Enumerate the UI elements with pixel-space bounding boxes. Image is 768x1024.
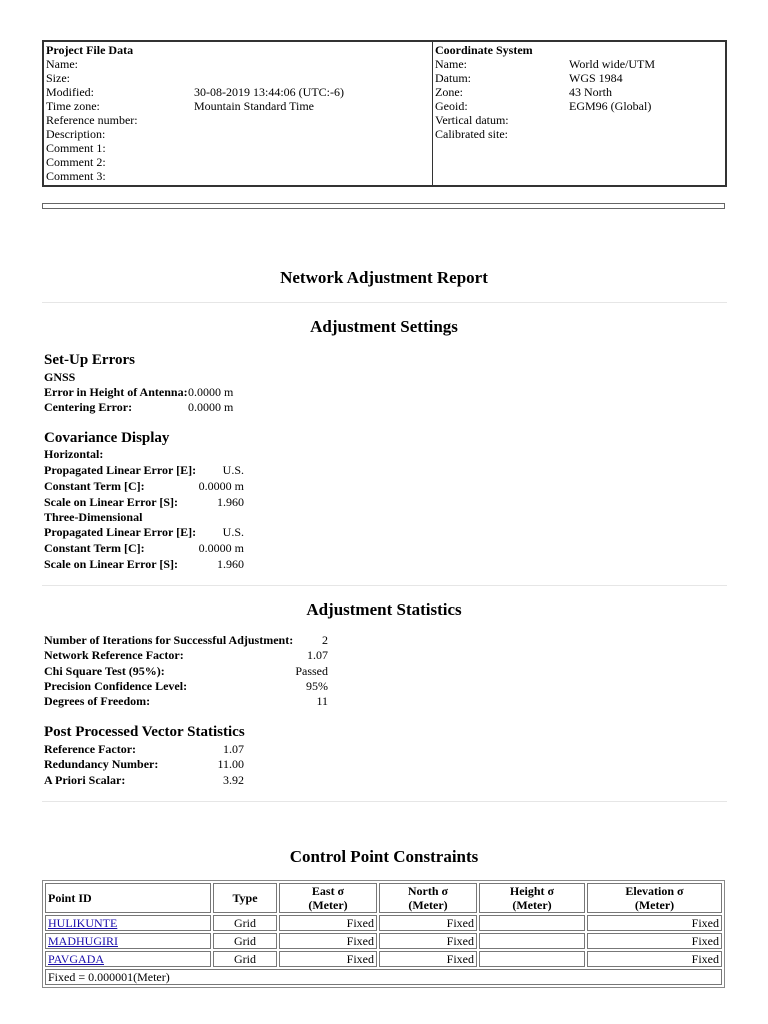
project-modified-value: 30-08-2019 13:44:06 (UTC:-6) xyxy=(194,85,344,99)
table-footnote-row xyxy=(45,969,722,985)
horizontal-label: Horizontal: xyxy=(44,447,104,461)
point-id-cell xyxy=(45,933,211,949)
gnss-subheading: GNSS xyxy=(44,370,76,384)
h-constant-value: 0.0000 m xyxy=(198,479,244,493)
coord-geoid-value: EGM96 (Global) xyxy=(569,99,652,113)
coord-zone-value: 43 North xyxy=(569,85,612,99)
divider xyxy=(42,585,727,586)
table-row xyxy=(45,951,722,967)
project-description-label: Description: xyxy=(46,127,106,141)
vs-redundancy-value: 11.00 xyxy=(217,757,244,771)
divider xyxy=(42,801,727,802)
3d-propagated-label: Propagated Linear Error [E]: xyxy=(44,525,197,539)
type-cell: Grid xyxy=(213,933,277,949)
vector-stats-heading: Post Processed Vector Statistics xyxy=(44,724,245,740)
height-antenna-label: Error in Height of Antenna: xyxy=(44,385,188,399)
vs-redundancy-label: Redundancy Number: xyxy=(44,757,159,771)
type-cell: Grid xyxy=(213,951,277,967)
height-antenna-value: 0.0000 m xyxy=(188,385,234,399)
col-type: Type xyxy=(213,883,277,913)
table-row xyxy=(45,915,722,931)
coord-datum-label: Datum: xyxy=(435,71,471,85)
project-name-label: Name: xyxy=(46,57,78,71)
degrees-freedom-value: 11 xyxy=(316,694,328,708)
north-cell: Fixed xyxy=(379,951,477,967)
col-point-id: Point ID xyxy=(45,883,211,913)
coordinate-system-panel xyxy=(433,42,725,185)
3d-scale-label: Scale on Linear Error [S]: xyxy=(44,557,178,571)
coord-calibrated-site-label: Calibrated site: xyxy=(435,127,508,141)
coord-zone-label: Zone: xyxy=(435,85,463,99)
adjustment-statistics-title: Adjustment Statistics xyxy=(306,600,462,619)
confidence-level-value: 95% xyxy=(306,679,328,693)
setup-errors-heading: Set-Up Errors xyxy=(44,352,135,368)
vs-reference-factor-value: 1.07 xyxy=(223,742,244,756)
coord-name-value: World wide/UTM xyxy=(569,57,656,71)
reference-factor-value: 1.07 xyxy=(307,648,328,662)
reference-factor-label: Network Reference Factor: xyxy=(44,648,184,662)
3d-constant-label: Constant Term [C]: xyxy=(44,541,145,555)
vs-apriori-label: A Priori Scalar: xyxy=(44,773,126,787)
confidence-level-label: Precision Confidence Level: xyxy=(44,679,188,693)
col-north: North σ (Meter) xyxy=(379,883,477,913)
height-cell xyxy=(479,951,585,967)
east-cell: Fixed xyxy=(279,951,377,967)
coord-datum-value: WGS 1984 xyxy=(569,71,623,85)
height-cell xyxy=(479,933,585,949)
adjustment-settings-title: Adjustment Settings xyxy=(310,317,458,336)
east-cell: Fixed xyxy=(279,915,377,931)
project-comment2-label: Comment 2: xyxy=(46,155,106,169)
fixed-footnote: Fixed = 0.000001(Meter) xyxy=(45,969,722,985)
h-propagated-value: U.S. xyxy=(222,463,244,477)
point-id-cell xyxy=(45,915,211,931)
divider xyxy=(42,302,727,303)
coord-vertical-datum-label: Vertical datum: xyxy=(435,113,509,127)
control-point-constraints-title: Control Point Constraints xyxy=(289,847,479,866)
elevation-cell: Fixed xyxy=(587,915,722,931)
north-cell: Fixed xyxy=(379,933,477,949)
type-cell: Grid xyxy=(213,915,277,931)
3d-propagated-value: U.S. xyxy=(222,525,244,539)
coord-name-label: Name: xyxy=(435,57,467,71)
project-size-label: Size: xyxy=(46,71,70,85)
project-info-box xyxy=(42,40,727,187)
vs-apriori-value: 3.92 xyxy=(223,773,244,787)
project-reference-label: Reference number: xyxy=(46,113,138,127)
centering-error-label: Centering Error: xyxy=(44,400,133,414)
report-title: Network Adjustment Report xyxy=(280,268,488,287)
centering-error-value: 0.0000 m xyxy=(188,400,234,414)
col-height: Height σ (Meter) xyxy=(479,883,585,913)
elevation-cell: Fixed xyxy=(587,951,722,967)
h-scale-label: Scale on Linear Error [S]: xyxy=(44,495,178,509)
table-row xyxy=(45,933,722,949)
control-point-table xyxy=(42,880,725,988)
project-timezone-value: Mountain Standard Time xyxy=(194,99,315,113)
point-id-cell xyxy=(45,951,211,967)
h-constant-label: Constant Term [C]: xyxy=(44,479,145,493)
col-east: East σ (Meter) xyxy=(279,883,377,913)
east-cell: Fixed xyxy=(279,933,377,949)
point-link-hulikunte[interactable]: HULIKUNTE xyxy=(48,916,118,930)
three-d-label: Three-Dimensional xyxy=(44,510,143,524)
iterations-value: 2 xyxy=(322,633,328,647)
project-file-data-panel xyxy=(44,42,433,185)
project-comment3-label: Comment 3: xyxy=(46,169,106,183)
north-cell: Fixed xyxy=(379,915,477,931)
coord-geoid-label: Geoid: xyxy=(435,99,468,113)
point-link-pavgada[interactable]: PAVGADA xyxy=(48,952,105,966)
3d-constant-value: 0.0000 m xyxy=(198,541,244,555)
project-timezone-label: Time zone: xyxy=(46,99,100,113)
h-propagated-label: Propagated Linear Error [E]: xyxy=(44,463,197,477)
chi-square-label: Chi Square Test (95%): xyxy=(44,664,165,678)
iterations-label: Number of Iterations for Successful Adjustment: xyxy=(44,633,294,647)
covariance-heading: Covariance Display xyxy=(44,430,170,446)
degrees-freedom-label: Degrees of Freedom: xyxy=(44,694,151,708)
chi-square-value: Passed xyxy=(295,664,328,678)
elevation-cell: Fixed xyxy=(587,933,722,949)
height-cell xyxy=(479,915,585,931)
h-scale-value: 1.960 xyxy=(217,495,244,509)
vs-reference-factor-label: Reference Factor: xyxy=(44,742,137,756)
point-link-madhugiri[interactable]: MADHUGIRI xyxy=(48,934,118,948)
separator-bar xyxy=(42,203,725,209)
project-comment1-label: Comment 1: xyxy=(46,141,106,155)
coordinate-system-header: Coordinate System xyxy=(435,43,533,57)
table-header-row xyxy=(45,883,722,913)
col-elevation: Elevation σ (Meter) xyxy=(587,883,722,913)
3d-scale-value: 1.960 xyxy=(217,557,244,571)
project-file-data-header: Project File Data xyxy=(46,43,134,57)
project-modified-label: Modified: xyxy=(46,85,94,99)
